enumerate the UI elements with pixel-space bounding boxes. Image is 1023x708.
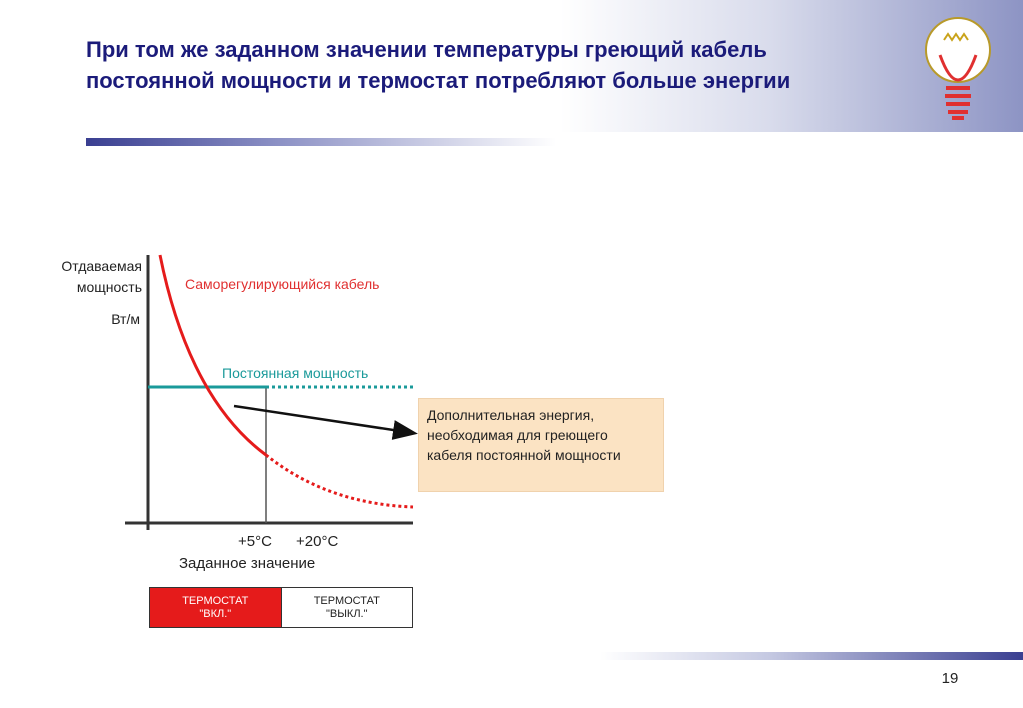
note-arrow [234,406,413,433]
x-axis-label: Заданное значение [179,555,316,572]
self-regulating-label: Саморегулирующийся кабель [185,276,380,292]
self-regulating-curve-dotted [266,455,413,507]
x-tick-5c: +5°C [238,533,272,550]
thermostat-table [149,587,413,628]
thermostat-on-line1: ТЕРМОСТАТ [182,594,249,607]
footer-rule [600,652,1023,660]
additional-energy-note: Дополнительная энергия, необходимая для греющего кабеля постоянной мощности [418,398,664,492]
thermostat-off-cell [282,588,413,627]
x-tick-20c: +20°C [296,533,339,550]
thermostat-off-line1: ТЕРМОСТАТ [313,594,380,607]
page-number: 19 [941,670,959,687]
slide-title: При том же заданном значении температуры греющий кабель постоянной мощности и термостат потребляют больше энергии [86,37,791,93]
thermostat-off-line2: "ВЫКЛ." [325,607,368,620]
thermostat-on-line2: "ВКЛ." [199,607,232,620]
y-axis-label: Отдаваемая мощность [61,258,142,295]
constant-power-label: Постоянная мощность [222,365,369,381]
thermostat-on-cell [150,588,282,627]
y-axis-unit: Вт/м [111,311,140,327]
